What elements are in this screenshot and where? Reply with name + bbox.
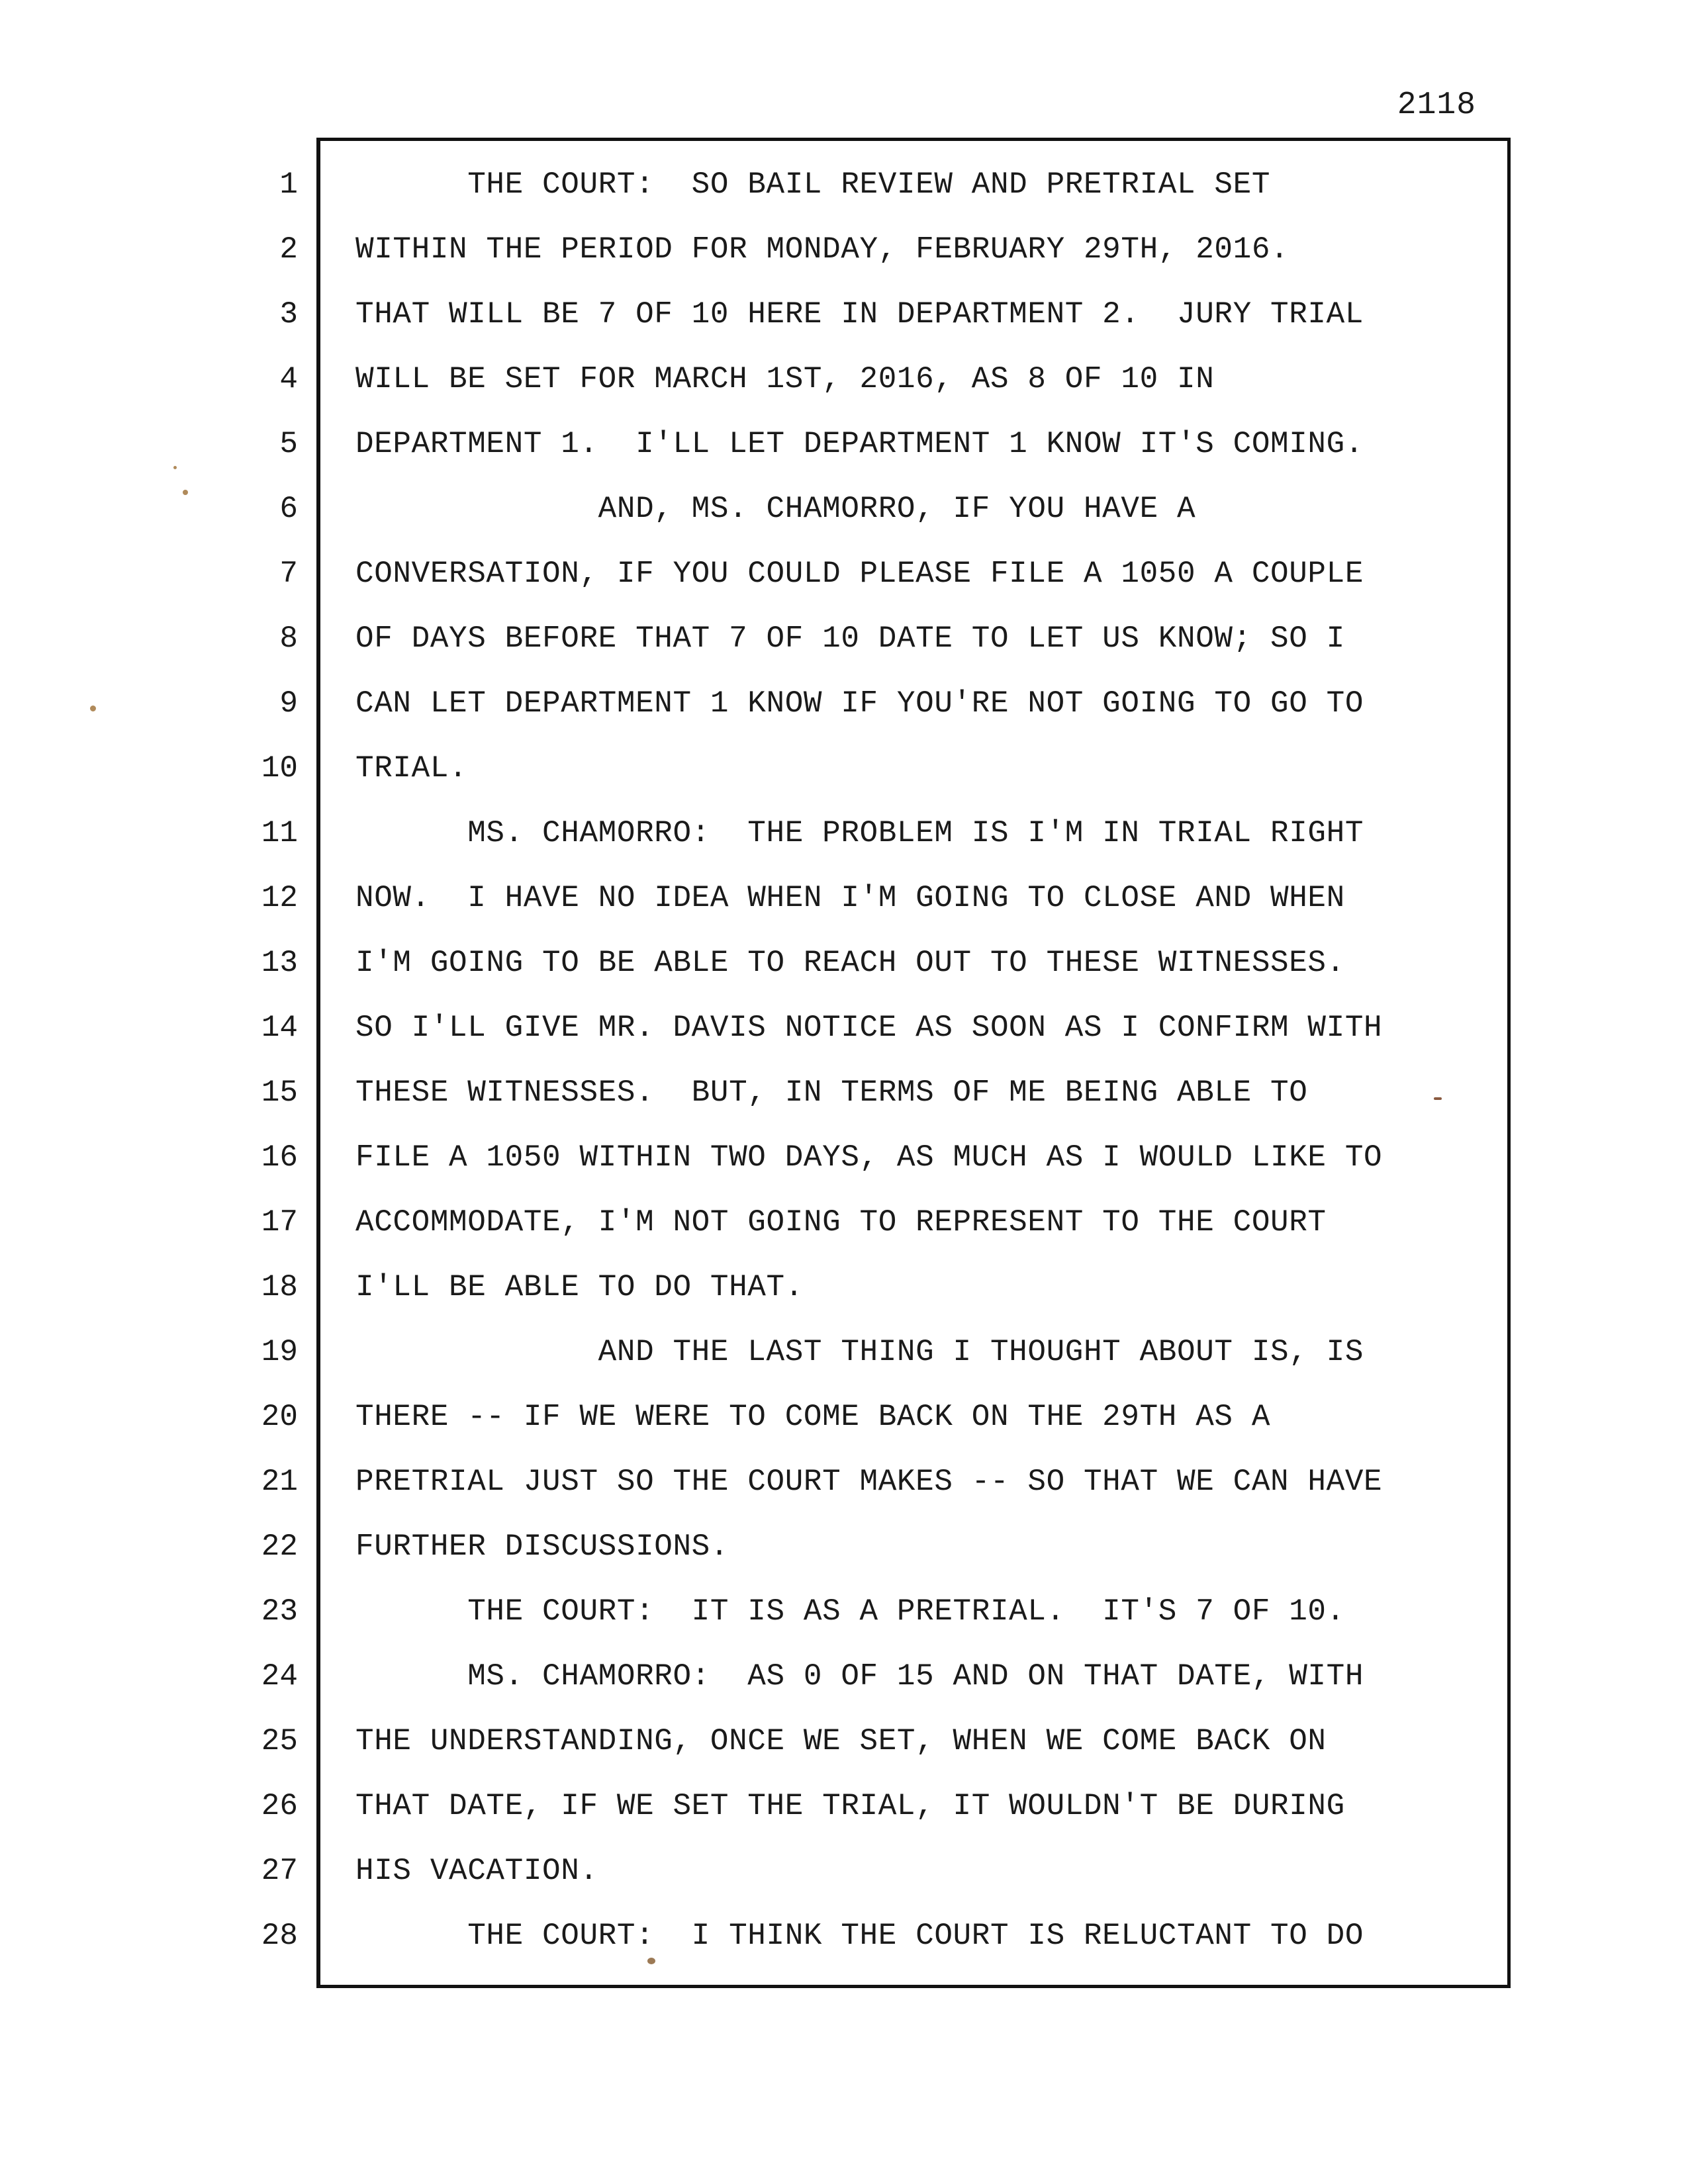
line-number: 21 — [261, 1465, 298, 1499]
line-number: 7 — [279, 557, 298, 591]
page-number: 2118 — [1397, 87, 1476, 123]
transcript-line: NOW. I HAVE NO IDEA WHEN I'M GOING TO CLOSE AND WHEN — [355, 881, 1345, 915]
transcript-line: HIS VACATION. — [355, 1854, 598, 1888]
line-number: 24 — [261, 1659, 298, 1694]
line-number: 12 — [261, 881, 298, 915]
transcript-line: FILE A 1050 WITHIN TWO DAYS, AS MUCH AS I WOULD LIKE TO — [355, 1140, 1383, 1175]
line-number: 8 — [279, 621, 298, 656]
line-number: 22 — [261, 1529, 298, 1564]
transcript-line: MS. CHAMORRO: THE PROBLEM IS I'M IN TRIAL RIGHT — [355, 816, 1364, 850]
transcript-line: TRIAL. — [355, 751, 468, 786]
transcript-line: WILL BE SET FOR MARCH 1ST, 2016, AS 8 OF 10 IN — [355, 362, 1215, 396]
transcript-line: THE UNDERSTANDING, ONCE WE SET, WHEN WE COME BACK ON — [355, 1724, 1327, 1758]
line-number: 4 — [279, 362, 298, 396]
transcript-line: I'LL BE ABLE TO DO THAT. — [355, 1270, 804, 1304]
transcript-line: OF DAYS BEFORE THAT 7 OF 10 DATE TO LET US KNOW; SO I — [355, 621, 1345, 656]
transcript-line: THERE -- IF WE WERE TO COME BACK ON THE 29TH AS A — [355, 1400, 1271, 1434]
transcript-line: CAN LET DEPARTMENT 1 KNOW IF YOU'RE NOT GOING TO GO TO — [355, 686, 1364, 721]
line-number: 14 — [261, 1011, 298, 1045]
line-number: 16 — [261, 1140, 298, 1175]
line-number: 19 — [261, 1335, 298, 1369]
transcript-line: WITHIN THE PERIOD FOR MONDAY, FEBRUARY 29TH, 2016. — [355, 232, 1289, 267]
transcript-line: PRETRIAL JUST SO THE COURT MAKES -- SO THAT WE CAN HAVE — [355, 1465, 1383, 1499]
transcript-line: THAT DATE, IF WE SET THE TRIAL, IT WOULDN'T BE DURING — [355, 1789, 1345, 1823]
line-number: 1 — [279, 167, 298, 202]
scan-speck — [647, 1958, 655, 1964]
transcript-line: DEPARTMENT 1. I'LL LET DEPARTMENT 1 KNOW IT'S COMING. — [355, 427, 1364, 461]
line-number: 17 — [261, 1205, 298, 1240]
transcript-line: THE COURT: I THINK THE COURT IS RELUCTANT TO DO — [355, 1919, 1364, 1953]
line-number: 2 — [279, 232, 298, 267]
line-number: 26 — [261, 1789, 298, 1823]
scan-speck — [1434, 1097, 1442, 1100]
line-number: 25 — [261, 1724, 298, 1758]
transcript-line: MS. CHAMORRO: AS 0 OF 15 AND ON THAT DATE, WITH — [355, 1659, 1364, 1694]
line-number: 15 — [261, 1075, 298, 1110]
line-number: 18 — [261, 1270, 298, 1304]
transcript-line: AND THE LAST THING I THOUGHT ABOUT IS, IS — [355, 1335, 1364, 1369]
scan-speck — [173, 466, 177, 469]
transcript-line: CONVERSATION, IF YOU COULD PLEASE FILE A 1050 A COUPLE — [355, 557, 1364, 591]
transcript-line: THAT WILL BE 7 OF 10 HERE IN DEPARTMENT 2. JURY TRIAL — [355, 297, 1364, 332]
line-number: 23 — [261, 1594, 298, 1629]
line-number: 3 — [279, 297, 298, 332]
transcript-line: THE COURT: SO BAIL REVIEW AND PRETRIAL SET — [355, 167, 1271, 202]
line-number: 6 — [279, 492, 298, 526]
line-number: 11 — [261, 816, 298, 850]
transcript-line: ACCOMMODATE, I'M NOT GOING TO REPRESENT TO THE COURT — [355, 1205, 1327, 1240]
transcript-line: FURTHER DISCUSSIONS. — [355, 1529, 729, 1564]
line-number: 27 — [261, 1854, 298, 1888]
line-number: 10 — [261, 751, 298, 786]
line-number: 9 — [279, 686, 298, 721]
transcript-line: I'M GOING TO BE ABLE TO REACH OUT TO THESE WITNESSES. — [355, 946, 1345, 980]
transcript-line: SO I'LL GIVE MR. DAVIS NOTICE AS SOON AS I CONFIRM WITH — [355, 1011, 1383, 1045]
scan-speck — [183, 490, 188, 495]
scan-speck — [90, 705, 96, 711]
transcript-line: THE COURT: IT IS AS A PRETRIAL. IT'S 7 OF 10. — [355, 1594, 1345, 1629]
line-number: 13 — [261, 946, 298, 980]
line-number: 20 — [261, 1400, 298, 1434]
line-number: 28 — [261, 1919, 298, 1953]
line-number: 5 — [279, 427, 298, 461]
transcript-line: AND, MS. CHAMORRO, IF YOU HAVE A — [355, 492, 1196, 526]
transcript-line: THESE WITNESSES. BUT, IN TERMS OF ME BEING ABLE TO — [355, 1075, 1308, 1110]
